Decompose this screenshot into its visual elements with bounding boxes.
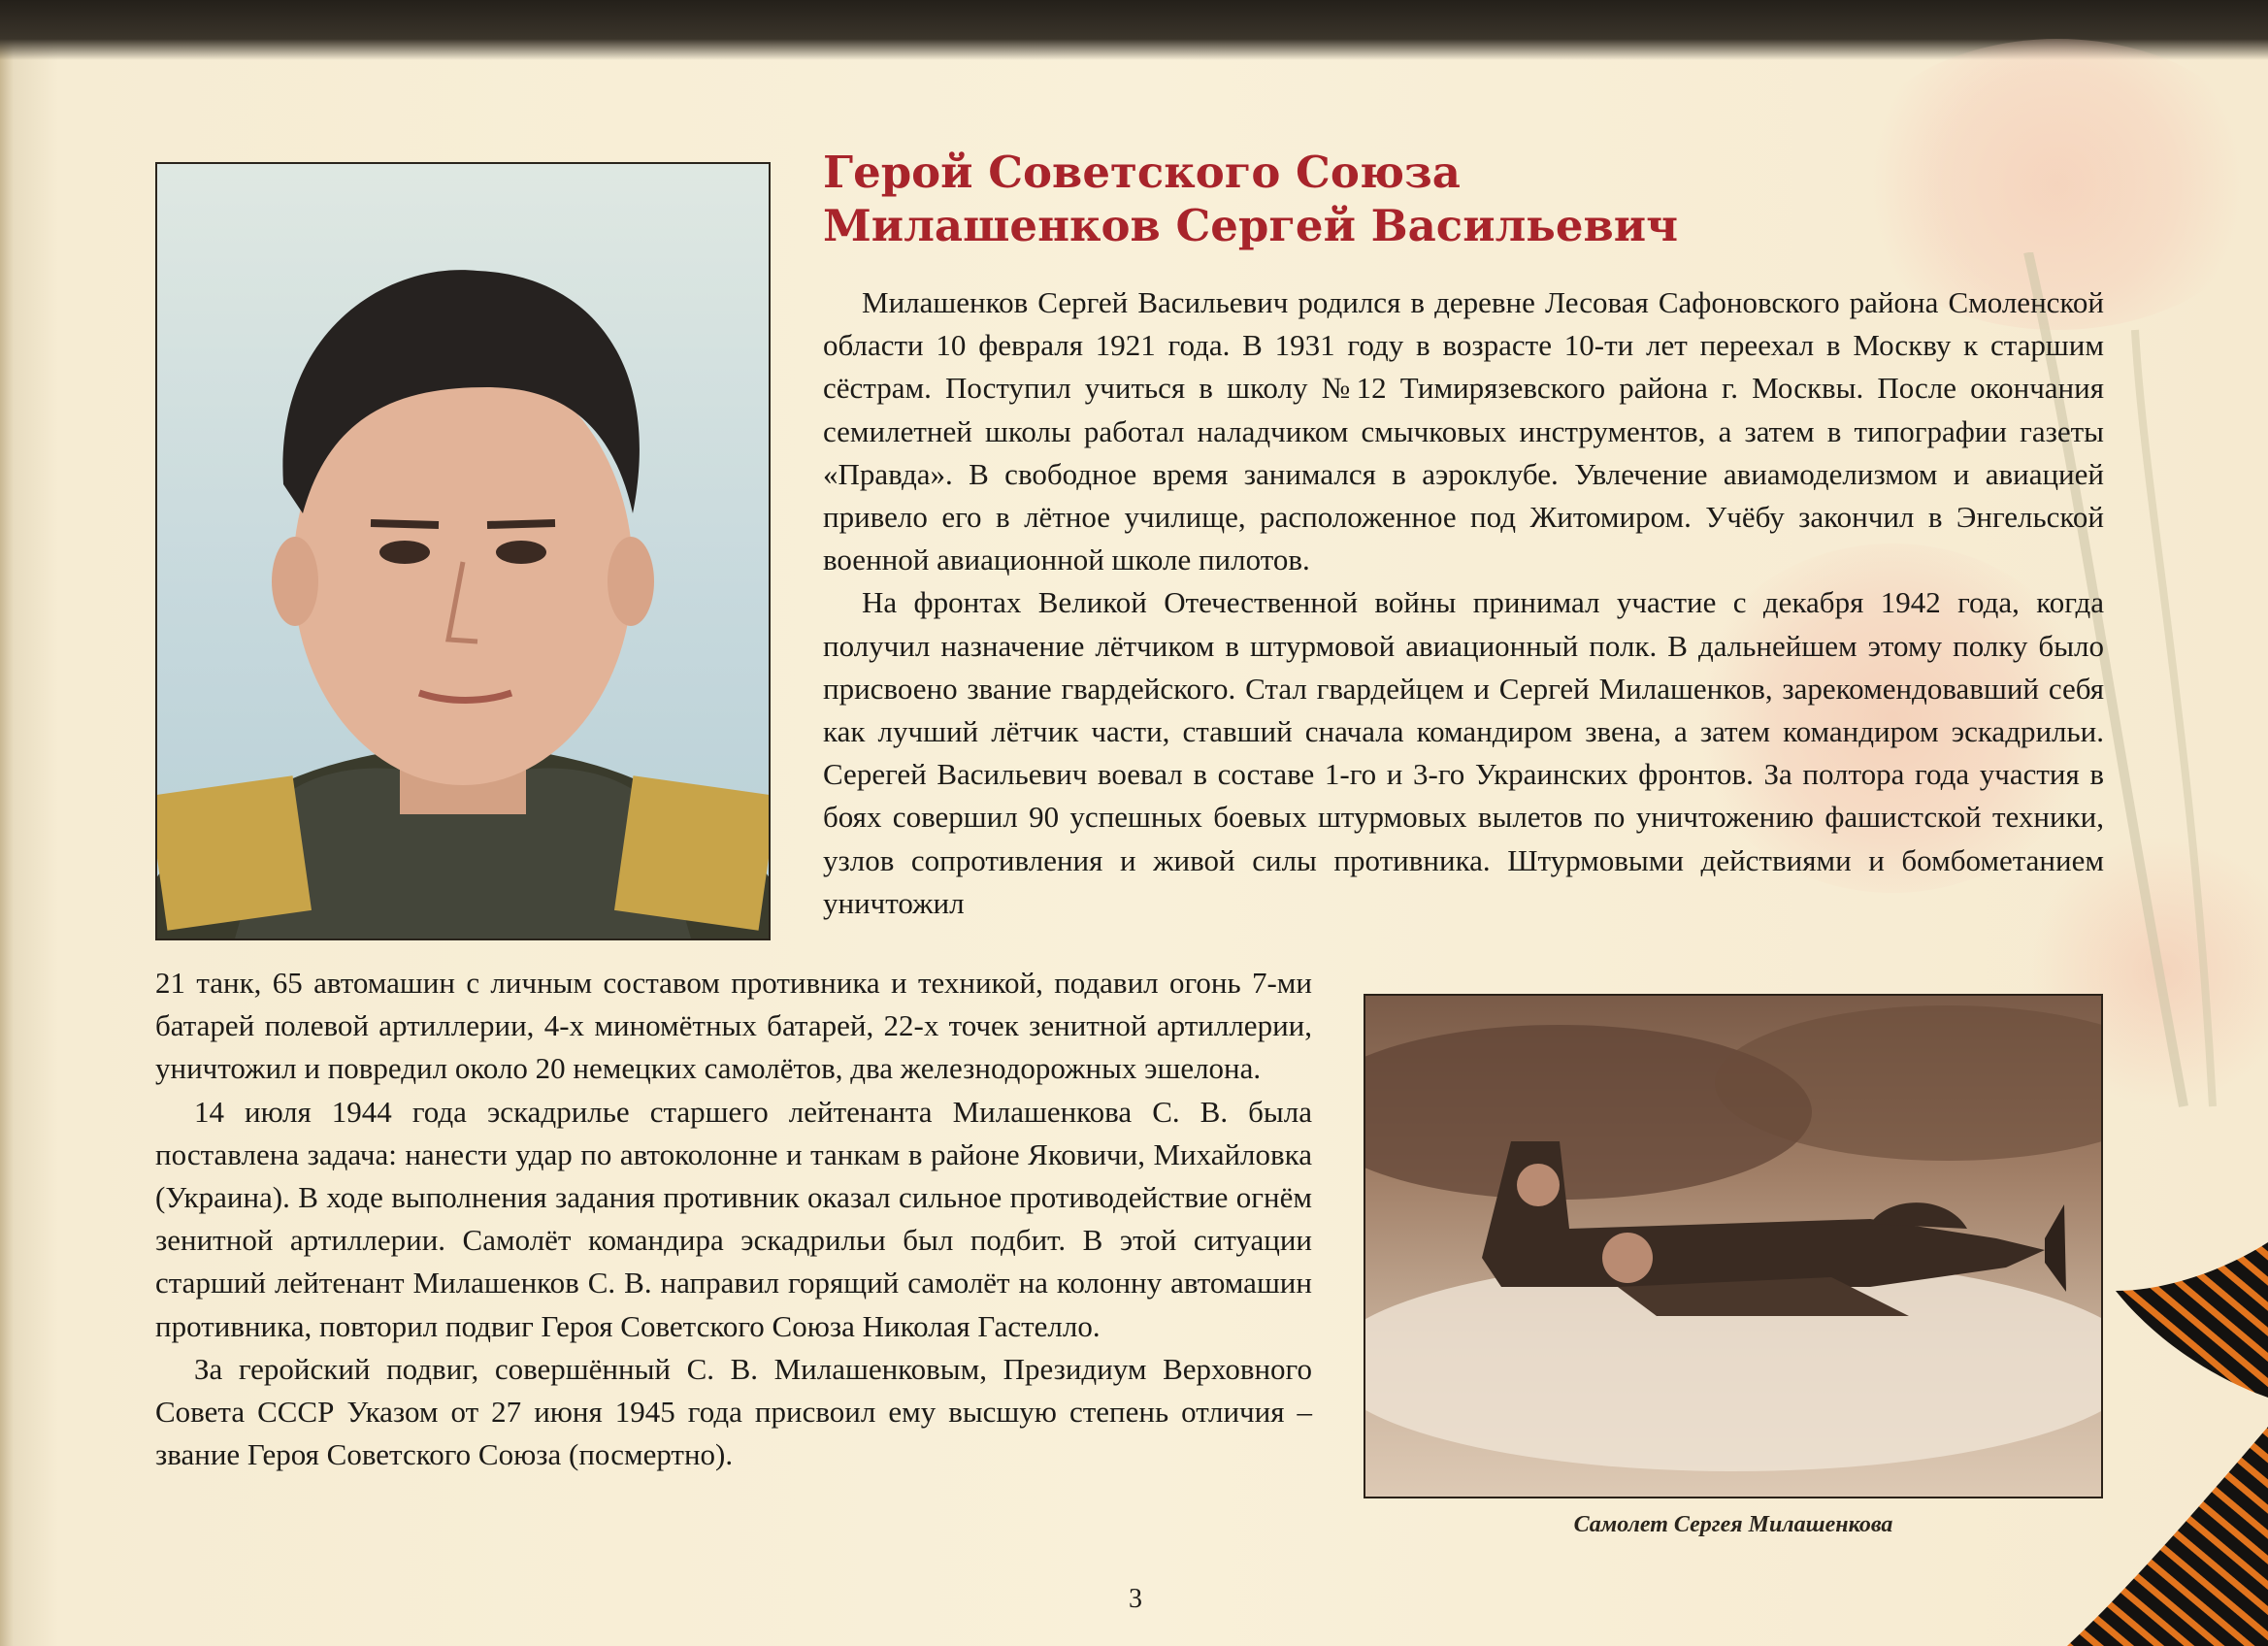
- page-title: [823, 146, 1988, 252]
- biography-paragraph-3: 14 июля 1944 года эскадрилье старшего лейтенанта Милашенкова С. В. была поставлена задача: нанести удар по автоколонне и танкам в районе Яковичи, Михайловка (Украина). В ходе выполнения задания противник оказал сильное противодействие огнём зенитной артиллерии. Самолёт командира эскадрильи был подбит. В этой ситуации старший лейтенант Милашенков С. В. направил горящий самолёт на колонну автомашин противника, повторил подвиг Героя Советского Союза Николая Гастелло.: [155, 1094, 1312, 1343]
- biography-column-right: [823, 281, 2104, 925]
- biography-paragraph-2-end: 21 танк, 65 автомашин с личным составом противника и техникой, подавил огонь 7-ми батарей полевой артиллерии, 4-х миномётных батарей, 22-х точек зенитной артиллерии, уничтожил и повредил около 20 немецких самолётов, два железнодорожных эшелона.: [155, 966, 1312, 1086]
- plane-photo-caption: Самолет Сергея Милашенкова: [1573, 1512, 1893, 1537]
- biography-column-left: [155, 962, 1312, 1476]
- plane-photo: [1364, 994, 2103, 1498]
- page-number: 3: [1129, 1584, 1142, 1614]
- biography-paragraph-4: За геройский подвиг, совершённый С. В. Милашенковым, Президиум Верховного Совета СССР Указом от 27 июня 1945 года присвоил ему высшую степень отличия – звание Героя Советского Союза (посмертно).: [155, 1351, 1312, 1472]
- biography-paragraph-1: Милашенков Сергей Васильевич родился в деревне Лесовая Сафоновского района Смоленской области 10 февраля 1921 года. В 1931 году в возрасте 10-ти лет переехал в Москву к старшим сёстрам. Поступил учиться в школу №12 Тимирязевского района г. Москвы. После окончания семилетней школы работал наладчиком смычковых инструментов, а затем в типографии газеты «Правда». В свободное время занимался в аэроклубе. Увлечение авиамоделизмом и авиацией привело его в лётное училище, расположенное под Житомиром. Учёбу закончил в Энгельской военной авиационной школе пилотов.: [823, 285, 2104, 577]
- title-line-2: Милашенков Сергей Васильевич: [823, 200, 1679, 251]
- title-line-1: Герой Советского Союза: [823, 147, 1461, 198]
- hero-portrait: [155, 162, 771, 940]
- biography-paragraph-2-start: На фронтах Великой Отечественной войны принимал участие с декабря 1942 года, когда получил назначение лётчиком в штурмовой авиационный полк. В дальнейшем этому полку было присвоено звание гвардейского. Стал гвардейцем и Сергей Милашенков, зарекомендовавший себя как лучший лётчик части, ставший сначала командиром звена, а затем командиром эскадрильи. Серегей Васильевич воевал в составе 1-го и 3-го Украинских фронтов. За полтора года участия в боях совершил 90 успешных боевых штурмовых вылетов по уничтожению фашистской техники, узлов сопротивления и живой силы противника. Штурмовыми действиями и бомбометанием уничтожил: [823, 585, 2104, 920]
